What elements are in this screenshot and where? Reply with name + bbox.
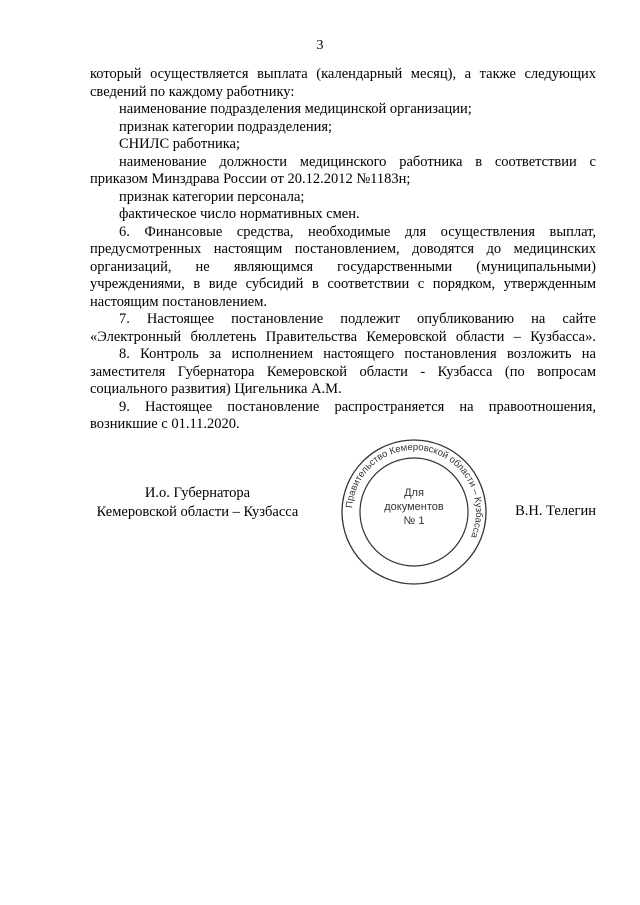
text-line: заместителя Губернатора Кемеровской области - Кузбасса (по вопросам (90, 363, 596, 380)
document-body (90, 66, 596, 434)
text-line: 6. Финансовые средства, необходимые для осуществления выплат, (119, 223, 596, 240)
text-line: наименование подразделения медицинской организации; (119, 101, 472, 117)
text-line: организаций, не являющимся государственными (муниципальными) (90, 258, 596, 275)
text-line: признак категории персонала; (119, 188, 305, 205)
text-line: возникшие с 01.11.2020. (90, 416, 240, 432)
text-line: признак категории подразделения; (119, 118, 333, 135)
text-line: наименование должности медицинского работника в соответствии с (119, 153, 596, 170)
text-line: приказом Минздрава России от 20.12.2012 №1183н; (90, 171, 411, 187)
signatory-title (90, 484, 305, 522)
text-line: социального развития) Цигельника А.М. (90, 381, 342, 397)
text-line: СНИЛС работника; (119, 136, 241, 152)
page-number: 3 (316, 38, 324, 53)
signatory-title-line-2: Кемеровской области – Кузбасса (96, 504, 299, 520)
text-line: «Электронный бюллетень Правительства Кемеровской области – Кузбасса». (90, 328, 596, 345)
seal-center-line-3: № 1 (403, 515, 425, 527)
text-line: учреждениями, в виде субсидий в соответствии с порядком, утвержденным (90, 276, 596, 292)
text-line: сведений по каждому работнику: (90, 83, 295, 100)
text-line: фактическое число нормативных смен. (119, 206, 360, 222)
seal-center-line-2: документов (384, 501, 444, 513)
official-seal (340, 438, 488, 586)
text-line: предусмотренных настоящим постановлением, доводятся до медицинских (90, 241, 596, 257)
signatory-title-line-1: И.о. Губернатора (144, 485, 251, 501)
signatory-name: В.Н. Телегин (515, 503, 596, 519)
text-line: который осуществляется выплата (календарный месяц), а также следующих (90, 66, 596, 82)
text-line: 9. Настоящее постановление распространяется на правоотношения, (119, 398, 596, 415)
text-line: 8. Контроль за исполнением настоящего постановления возложить на (119, 346, 596, 362)
seal-center-line-1: Для (404, 487, 424, 499)
seal-ring-text: Правительство Кемеровской области – Кузбасса (344, 441, 485, 540)
text-line: настоящим постановлением. (90, 293, 267, 310)
text-line: 7. Настоящее постановление подлежит опубликованию на сайте (119, 311, 596, 327)
